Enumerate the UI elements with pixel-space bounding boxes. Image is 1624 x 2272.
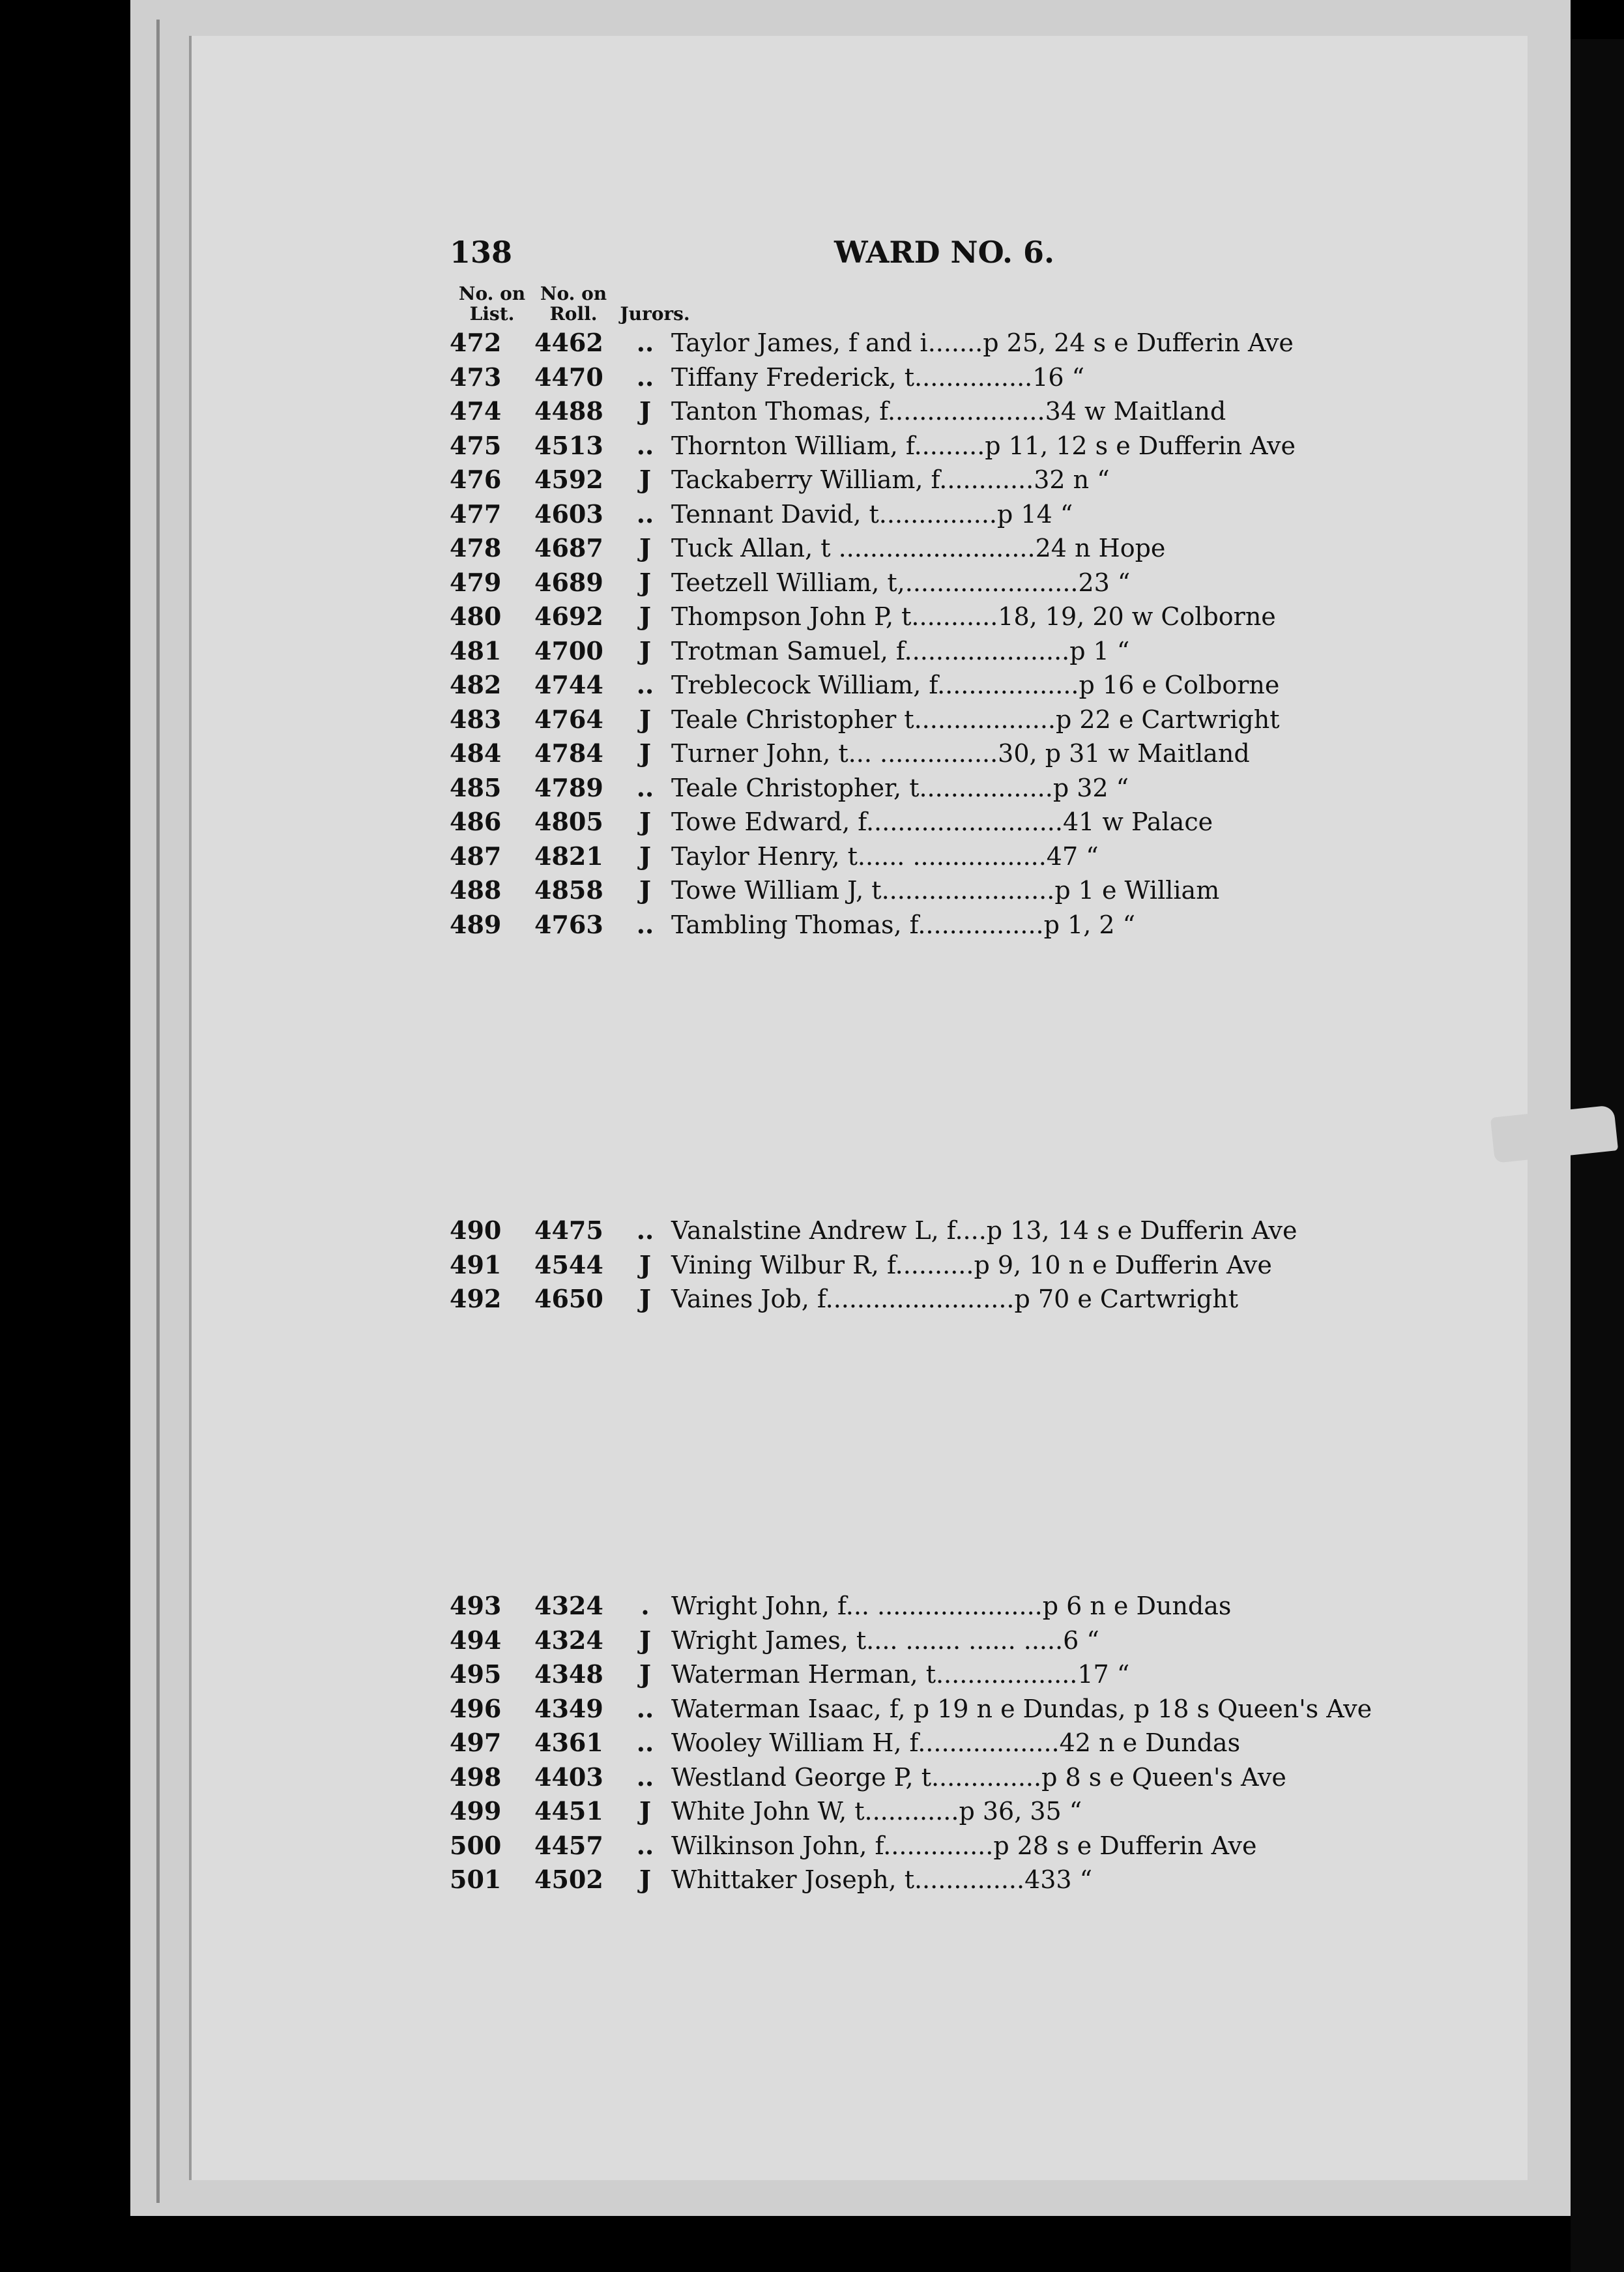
list-number: 494 <box>450 1625 502 1655</box>
roll-number: 4502 <box>534 1865 603 1894</box>
entry-text: Towe William J, t......................p 1 e William <box>671 876 1220 905</box>
juror-mark: .. <box>636 362 654 392</box>
entry-text: Tackaberry William, f............32 n “ <box>671 465 1110 494</box>
column-header-roll: No. on Roll. <box>540 283 607 325</box>
juror-mark: J <box>639 1284 651 1313</box>
list-number: 484 <box>450 738 502 768</box>
entry-text: Wilkinson John, f..............p 28 s e Dufferin Ave <box>671 1831 1257 1860</box>
list-number: 483 <box>450 704 502 734</box>
juror-mark: J <box>639 1249 651 1279</box>
list-number: 472 <box>450 328 502 357</box>
list-number: 482 <box>450 670 502 699</box>
entry-text: Taylor Henry, t...... .................47 “ <box>671 841 1099 871</box>
list-number: 499 <box>450 1796 502 1826</box>
juror-mark: J <box>639 602 651 631</box>
entry-text: Westland George P, t..............p 8 s e Queen's Ave <box>671 1762 1286 1792</box>
roll-number: 4475 <box>534 1216 603 1245</box>
entry-text: Tuck Allan, t .........................24 n Hope <box>671 534 1166 562</box>
list-number: 489 <box>450 909 502 939</box>
list-number: 475 <box>450 430 502 460</box>
entry-text: Wright James, t.... ....... ...... .....6 “ <box>671 1625 1099 1655</box>
list-number: 490 <box>450 1216 502 1245</box>
juror-mark: .. <box>636 328 654 357</box>
juror-mark: J <box>639 1625 651 1655</box>
juror-mark: J <box>639 465 651 494</box>
roll-number: 4349 <box>534 1693 603 1723</box>
juror-mark: .. <box>636 670 654 699</box>
juror-mark: J <box>639 635 651 665</box>
roll-number: 4764 <box>534 704 603 734</box>
page-number: 138 <box>450 235 513 270</box>
roll-number: 4744 <box>534 670 603 699</box>
juror-mark: .. <box>636 430 654 460</box>
entry-text: Teetzell William, t,......................23 “ <box>671 568 1131 597</box>
roll-number: 4403 <box>534 1762 603 1792</box>
juror-mark: J <box>639 567 651 597</box>
roll-number: 4470 <box>534 362 603 392</box>
juror-mark: .. <box>636 1216 654 1245</box>
roll-number: 4592 <box>534 465 603 494</box>
column-header-jurors: Jurors. <box>620 303 690 325</box>
roll-number: 4488 <box>534 396 603 426</box>
list-number: 474 <box>450 396 502 426</box>
list-number: 492 <box>450 1284 502 1313</box>
juror-mark: J <box>639 533 651 562</box>
list-number: 486 <box>450 807 502 836</box>
juror-mark: .. <box>636 772 654 802</box>
entry-text: White John W, t............p 36, 35 “ <box>671 1797 1082 1826</box>
juror-mark: J <box>639 738 651 768</box>
roll-number: 4457 <box>534 1830 603 1860</box>
column-header-list: No. on List. <box>458 283 526 325</box>
juror-mark: .. <box>636 1762 654 1792</box>
juror-mark: .. <box>636 1728 654 1757</box>
juror-mark: J <box>639 875 651 905</box>
entry-text: Vining Wilbur R, f..........p 9, 10 n e Dufferin Ave <box>671 1250 1272 1279</box>
entry-text: Waterman Isaac, f, p 19 n e Dundas, p 18 s Queen's Ave <box>671 1694 1372 1723</box>
page-title: WARD NO. 6. <box>834 235 1055 270</box>
entry-text: Taylor James, f and i.......p 25, 24 s e Dufferin Ave <box>671 328 1294 357</box>
entry-text: Teale Christopher, t.................p 32 “ <box>671 773 1129 802</box>
entry-text: Vanalstine Andrew L, f....p 13, 14 s e Dufferin Ave <box>671 1216 1298 1245</box>
list-number: 478 <box>450 533 502 562</box>
list-number: 477 <box>450 499 502 529</box>
list-number: 485 <box>450 772 502 802</box>
roll-number: 4700 <box>534 635 603 665</box>
list-number: 501 <box>450 1865 502 1894</box>
entry-text: Tanton Thomas, f....................34 w Maitland <box>671 397 1226 426</box>
roll-number: 4763 <box>534 909 603 939</box>
list-number: 481 <box>450 635 502 665</box>
entry-text: Tiffany Frederick, t...............16 “ <box>671 362 1085 392</box>
juror-mark: .. <box>636 1693 654 1723</box>
roll-number: 4544 <box>534 1249 603 1279</box>
roll-number: 4858 <box>534 875 603 905</box>
list-number: 496 <box>450 1693 502 1723</box>
roll-number: 4789 <box>534 772 603 802</box>
entry-text: Towe Edward, f.........................41 w Palace <box>671 808 1213 836</box>
roll-number: 4689 <box>534 567 603 597</box>
list-number: 487 <box>450 841 502 871</box>
list-number: 497 <box>450 1728 502 1757</box>
juror-mark: J <box>639 841 651 871</box>
entry-text: Vaines Job, f........................p 70 e Cartwright <box>671 1285 1238 1313</box>
roll-number: 4784 <box>534 738 603 768</box>
roll-number: 4348 <box>534 1659 603 1689</box>
juror-mark: .. <box>636 1830 654 1860</box>
list-number: 498 <box>450 1762 502 1792</box>
entry-text: Teale Christopher t..................p 22 e Cartwright <box>671 705 1280 734</box>
juror-mark: J <box>639 704 651 734</box>
juror-mark: J <box>639 807 651 836</box>
entry-text: Treblecock William, f..................p 16 e Colborne <box>671 671 1280 699</box>
entry-text: Waterman Herman, t..................17 “ <box>671 1660 1130 1689</box>
entry-text: Thompson John P, t...........18, 19, 20 w Colborne <box>671 602 1276 631</box>
entry-text: Wooley William H, f..................42 n e Dundas <box>671 1728 1241 1757</box>
juror-mark: J <box>639 1796 651 1826</box>
juror-mark: . <box>641 1591 650 1620</box>
list-number: 476 <box>450 465 502 494</box>
list-number: 480 <box>450 602 502 631</box>
roll-number: 4324 <box>534 1625 603 1655</box>
roll-number: 4821 <box>534 841 603 871</box>
entry-text: Trotman Samuel, f.....................p 1 “ <box>671 636 1130 665</box>
list-number: 488 <box>450 875 502 905</box>
juror-mark: J <box>639 1659 651 1689</box>
juror-mark: .. <box>636 499 654 529</box>
juror-mark: J <box>639 1865 651 1894</box>
list-number: 500 <box>450 1830 502 1860</box>
entry-text: Wright John, f... .....................p 6 n e Dundas <box>671 1592 1232 1620</box>
roll-number: 4805 <box>534 807 603 836</box>
juror-mark: .. <box>636 909 654 939</box>
list-number: 491 <box>450 1249 502 1279</box>
roll-number: 4361 <box>534 1728 603 1757</box>
roll-number: 4687 <box>534 533 603 562</box>
roll-number: 4451 <box>534 1796 603 1826</box>
roll-number: 4324 <box>534 1591 603 1620</box>
list-number: 479 <box>450 567 502 597</box>
roll-number: 4462 <box>534 328 603 357</box>
list-number: 493 <box>450 1591 502 1620</box>
roll-number: 4692 <box>534 602 603 631</box>
juror-mark: J <box>639 396 651 426</box>
roll-number: 4603 <box>534 499 603 529</box>
entry-text: Whittaker Joseph, t..............433 “ <box>671 1865 1093 1894</box>
entry-text: Thornton William, f.........p 11, 12 s e Dufferin Ave <box>671 431 1296 460</box>
book-spine <box>1571 39 1624 2272</box>
roll-number: 4650 <box>534 1284 603 1313</box>
list-number: 495 <box>450 1659 502 1689</box>
list-number: 473 <box>450 362 502 392</box>
roll-number: 4513 <box>534 430 603 460</box>
entry-text: Tennant David, t...............p 14 “ <box>671 499 1073 529</box>
entry-text: Tambling Thomas, f................p 1, 2 “ <box>671 910 1136 939</box>
entry-text: Turner John, t... ...............30, p 31 w Maitland <box>671 739 1250 768</box>
